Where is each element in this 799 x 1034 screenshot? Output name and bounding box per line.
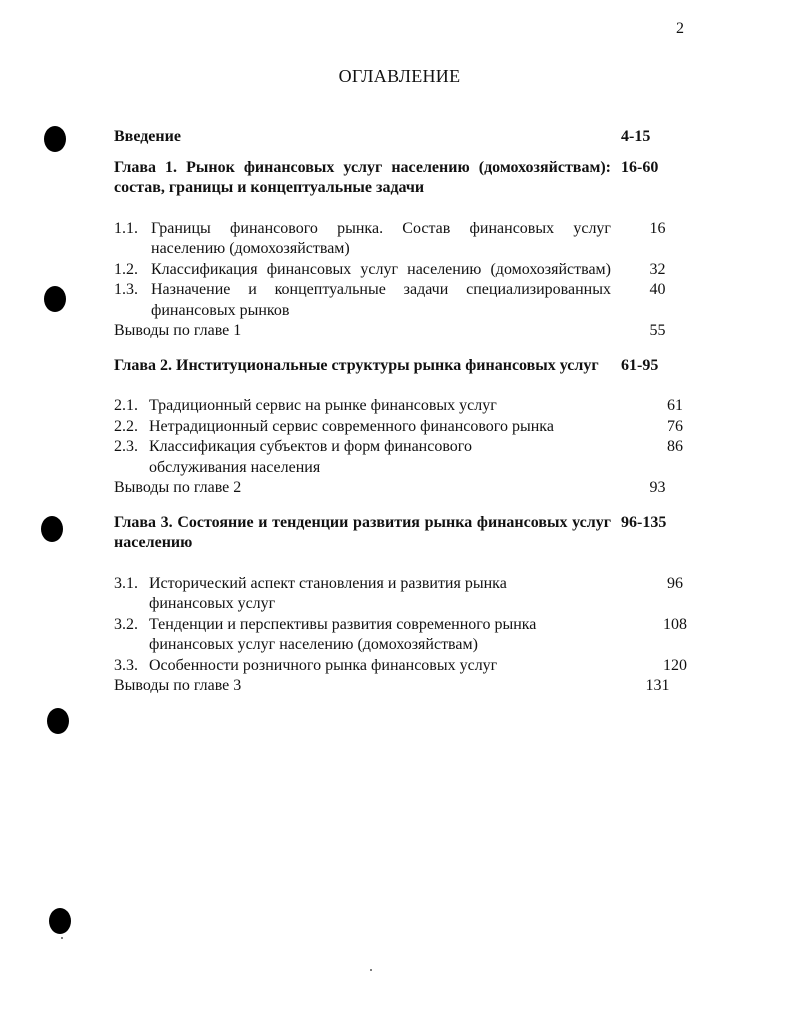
section-title: Границы финансового рынка. Состав финансовых услуг населению (домохозяйствам) — [151, 219, 611, 257]
section-page: 76 — [667, 417, 683, 435]
section-number: 2.3. — [114, 438, 138, 455]
conclusion-page: 93 — [649, 479, 666, 496]
toc-conclusion-3[interactable] — [114, 676, 704, 697]
section-page: 120 — [663, 656, 687, 674]
punch-hole — [49, 908, 71, 934]
toc-section-2-1[interactable] — [114, 396, 704, 417]
section-title: Назначение и концептуальные задачи специализированных финансовых рынков — [151, 281, 611, 319]
toc-chapter-title: Глава 1. Рынок финансовых услуг населению (домохозяйствам): состав, границы и концептуальные задачи — [114, 158, 611, 196]
toc-entry-pages: 4-15 — [621, 128, 651, 145]
toc-chapter-title: Глава 3. Состояние и тенденции развития рынка финансовых услуг населению — [114, 513, 611, 551]
table-of-contents — [114, 127, 704, 697]
toc-intro[interactable] — [114, 127, 704, 148]
punch-hole — [41, 516, 63, 542]
section-page: 32 — [649, 260, 666, 278]
conclusion-page: 131 — [645, 677, 670, 694]
section-number: 2.2. — [114, 417, 138, 435]
punch-hole — [47, 708, 69, 734]
section-number: 1.3. — [114, 281, 138, 298]
section-page: 108 — [663, 615, 687, 633]
toc-chapter-pages: 16-60 — [621, 158, 659, 176]
section-page: 96 — [667, 574, 683, 592]
toc-section-3-3[interactable] — [114, 656, 704, 677]
section-number: 3.3. — [114, 656, 138, 674]
toc-section-1-2[interactable] — [114, 260, 704, 281]
section-number: 3.2. — [114, 615, 138, 633]
toc-chapter-title: Глава 2. Институциональные структуры рынка финансовых услуг — [114, 356, 599, 374]
toc-entry-title: Введение — [114, 128, 181, 145]
toc-section-2-3[interactable] — [114, 437, 704, 478]
section-number: 1.1. — [114, 219, 138, 237]
section-page: 40 — [649, 281, 666, 298]
section-page: 61 — [667, 397, 683, 414]
toc-section-3-2[interactable] — [114, 615, 704, 656]
section-title: Тенденции и перспективы развития современного рынка финансовых услуг населению (домохозяйствам) — [149, 615, 537, 653]
toc-section-2-2[interactable] — [114, 417, 704, 438]
toc-chapter-1[interactable] — [114, 158, 704, 199]
punch-hole — [44, 126, 66, 152]
conclusion-page: 55 — [649, 322, 666, 339]
section-title: Нетрадиционный сервис современного финансового рынка — [149, 417, 554, 435]
conclusion-title: Выводы по главе 2 — [114, 479, 242, 496]
section-title: Исторический аспект становления и развития рынка финансовых услуг — [149, 574, 507, 612]
page-number: 2 — [676, 20, 684, 37]
toc-chapter-3[interactable] — [114, 513, 704, 554]
punch-hole — [44, 286, 66, 312]
toc-conclusion-1[interactable] — [114, 321, 704, 342]
conclusion-title: Выводы по главе 1 — [114, 322, 242, 339]
toc-chapter-2[interactable] — [114, 356, 704, 377]
toc-conclusion-2[interactable] — [114, 478, 704, 499]
toc-section-1-3[interactable] — [114, 280, 704, 321]
conclusion-title: Выводы по главе 3 — [114, 677, 242, 694]
toc-section-3-1[interactable] — [114, 574, 704, 615]
section-title: Классификация финансовых услуг населению (домохозяйствам) — [151, 260, 611, 278]
section-number: 1.2. — [114, 260, 138, 278]
section-number: 3.1. — [114, 574, 138, 592]
toc-chapter-pages: 61-95 — [621, 356, 659, 374]
toc-section-1-1[interactable] — [114, 219, 704, 260]
scan-speck — [370, 969, 372, 971]
section-page: 16 — [649, 219, 666, 237]
page-title: ОГЛАВЛЕНИЕ — [338, 66, 461, 86]
toc-chapter-pages: 96-135 — [621, 513, 667, 531]
scan-speck — [61, 937, 63, 939]
section-page: 86 — [667, 438, 683, 455]
section-title: Традиционный сервис на рынке финансовых услуг — [149, 397, 497, 414]
section-title: Классификация субъектов и форм финансового обслуживания населения — [149, 438, 472, 476]
section-title: Особенности розничного рынка финансовых услуг — [149, 656, 498, 674]
section-number: 2.1. — [114, 397, 138, 414]
